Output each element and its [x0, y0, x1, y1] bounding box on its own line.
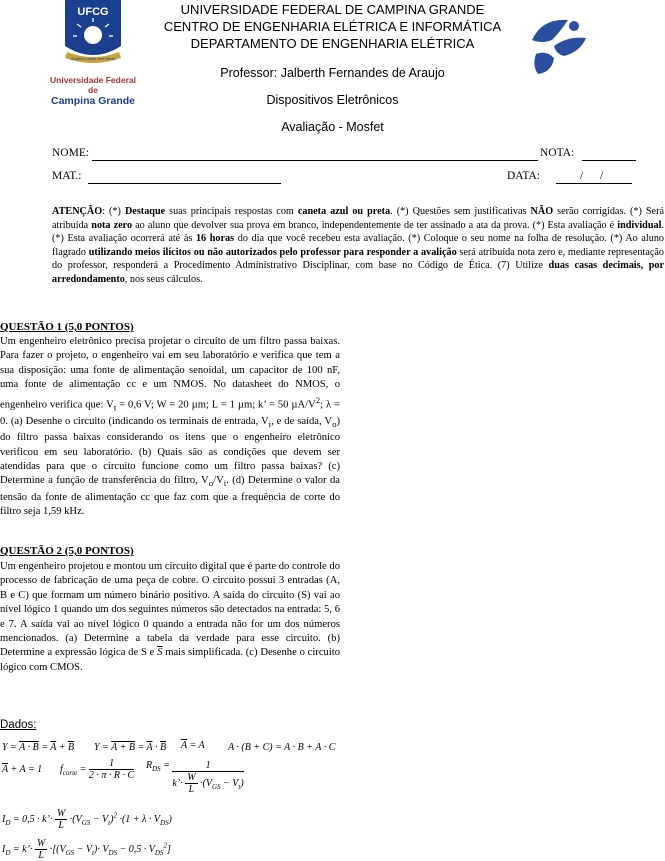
university-name: UNIVERSIDADE FEDERAL DE CAMPINA GRANDE — [180, 2, 485, 17]
eq-rds: $R_{DS}$ = 1 k’· $\frac{W}{L}$ $\cdot(V_{GS} - V_t)$ — [146, 760, 244, 796]
question-1-title: QUESTÃO 1 (5,0 PONTOS) — [0, 321, 134, 333]
q1-sub: i — [268, 418, 272, 429]
question-2-title: QUESTÃO 2 (5,0 PONTOS) — [0, 545, 134, 557]
q1-sub: o — [208, 478, 214, 489]
attention-text: . (*) Esta avaliação ocorrerá até às — [52, 219, 664, 245]
q1-sup: 2 — [315, 394, 321, 405]
w-label: W — [56, 808, 66, 819]
attention-bold: nota zero — [91, 219, 133, 231]
eq-distributive: A · (B + C) = A · B + A · C — [228, 742, 336, 753]
rds-label: R — [146, 760, 153, 771]
date-sep-1: / — [580, 170, 584, 182]
eq-complement: $\overline{A} + A = 1$ — [2, 764, 43, 775]
name-label: NOME: — [52, 147, 90, 159]
svg-text:Superar Limites Sem Medo: Superar Limites Sem Medo — [71, 57, 115, 61]
q1-text: /V — [213, 475, 224, 487]
q1-sub: t — [113, 402, 117, 413]
rds-num: 1 — [172, 760, 243, 772]
attention-text: ao aluno que devolver sua prova em branco, independentemente de ter assinado a ata da prova. (*) Esta avaliação é — [132, 219, 618, 231]
l-label: L — [58, 820, 64, 831]
attention-bold: utilizando meios ilícitos ou não autorizados pelo professor para responder a avalição — [88, 246, 457, 258]
date-label: DATA: — [507, 170, 540, 182]
date-sep-2: / — [600, 170, 604, 182]
q1-text: = 0,6 V; W = 20 µm; L = 1 µm; k’ = 50 µA/V — [116, 399, 316, 411]
attention-paragraph — [52, 205, 664, 287]
fc-den: 2 · π · R · C — [88, 770, 135, 781]
fc-sub: corte — [62, 768, 78, 777]
attention-bold: Destaque — [124, 206, 166, 217]
attention-bold: individual — [617, 219, 662, 231]
q1-sub: o — [332, 418, 337, 429]
q1-text: ; λ = 0. (a) Desenhe o circuito (indicando os terminais de entrada, V — [0, 399, 340, 427]
q1-text: . (d) Determine o valor da tensão da fonte de alimentação cc que faz com que a frequência de corte do filtro seja 1,59 kHz. — [0, 475, 341, 518]
professor-name: Professor: Jalberth Fernandes de Araujo — [220, 66, 445, 80]
svg-text:UFCG: UFCG — [77, 6, 109, 18]
question-2-body — [0, 560, 340, 675]
course-name: Dispositivos Eletrônicos — [266, 93, 399, 107]
grade-field[interactable] — [582, 160, 636, 161]
grade-label: NOTA: — [540, 147, 575, 159]
name-field[interactable] — [92, 160, 538, 161]
data-title: Dados: — [0, 719, 37, 731]
l-label: L — [38, 850, 44, 861]
attention-text: . (*) Questões sem justificativas — [390, 206, 531, 217]
eq-id-saturation: $I_D = 0,5$ · k’· $\frac{W}{L}$ $\cdot(V_{GS} - V_t)^2 \cdot(1 + \lambda \cdot V_{DS})$ — [2, 808, 172, 831]
ufcg-caption-line1: Universidade Federal de — [50, 75, 136, 95]
attention-text: suas principais respostas com — [165, 206, 298, 217]
attention-label: ATENÇÃO — [52, 206, 103, 217]
attention-text: , nos seus cálculos. — [124, 273, 203, 285]
attention-bold: 16 horas — [195, 233, 235, 245]
attention-text: do dia que você recebeu esta avaliação. (*) Coloque o seu nome na folha de resolução. (*) Ao aluno flagrado — [52, 233, 665, 258]
eq-id-triode: $I_D$ = k’· $\frac{W}{L}$ $\cdot[(V_{GS} - V_t)\cdot V_{DS} - 0,5 \cdot V_{DS}^2]$ — [2, 838, 171, 861]
fc-fraction — [89, 758, 134, 781]
rds-fraction: 1 k’· $\frac{W}{L}$ $\cdot(V_{GS} - V_t)$ — [172, 760, 244, 796]
q2-text: mais simplificada. (c) Desenhe o circuito lógico com CMOS. — [0, 647, 341, 673]
eq-double-negation: A = A — [181, 740, 205, 751]
q1-text: , e de saída, V — [271, 415, 333, 427]
attention-text: será atribuída nota zero e, mediante representação do professor, responderá a Procedimento Administrativo Disciplinar, com base no Código de Ética. (7) Utilize — [52, 246, 664, 272]
mat-field[interactable] — [88, 183, 281, 184]
q2-s-bar: $\overline{S}$ — [157, 647, 163, 659]
question-1-body — [0, 335, 340, 520]
fc-label: f — [60, 763, 63, 775]
q1-sub: i — [223, 478, 227, 489]
attention-bold: caneta azul ou preta — [297, 206, 391, 217]
fc-num: 1 — [89, 758, 134, 770]
mat-label: MAT.: — [52, 170, 82, 182]
q1-text: Um engenheiro eletrônico precisa projetar o circuito de um filtro passa baixas. Para fazer o projeto, o engenheiro vai em seu laboratório e verifica que tem a sua disposição: uma fonte de alimentação senoidal, um capacitor de 100 nF, uma fonte de alimentação cc e um NMOS. No datasheet do NMOS, o engenheiro verifica que: V — [0, 336, 340, 411]
rds-sub: DS — [152, 765, 161, 773]
attention-bold: duas casas decimais, por arredondamento — [52, 260, 664, 285]
w-label: W — [36, 838, 46, 849]
attention-bold: NÃO — [530, 206, 554, 217]
eq-demorgan-1: $Y = A \cdot B = \overline{A} + \overline{B}$ — [2, 742, 75, 753]
q2-text: Um engenheiro projetou e montou um circuito digital que é parte do controle do processo de fabricação de uma peça de cobre. O circuito possui 3 entradas (A, B e C) que formam um número binário positivo. A saída do circuito (S) vai ao nível lógico 1 quando um dos seguintes números são detectados na entrada: 5, 6 e 7. A saída vai ao nível lógico 0 quando a entrada não for um dos números mencionados. (a) Determine a tabela da verdade para esse circuito. (b) Determine a expressão lógica de S e — [0, 561, 340, 659]
q1-text: ) do filtro passa baixas considerando os itens que o engenheiro eletrônico verificou em seu laboratório. (b) Quais são as condições que devem ser atendidas para que o circuito funcione como um filtro passa baixas? (c) Determine a função de transferência do filtro, V — [0, 415, 341, 487]
attention-text: serão corrigidas. (*) Será atribuída — [52, 206, 664, 231]
attention-text: : (*) — [102, 206, 125, 217]
center-name: CENTRO DE ENGENHARIA ELÉTRICA E INFORMÁTICA — [163, 19, 502, 34]
ufcg-caption-line2: Campina Grande — [50, 95, 136, 107]
eq-demorgan-2: $Y = A + B = \overline{A} \cdot \overline{B}$ — [94, 742, 167, 753]
department-name: DEPARTAMENTO DE ENGENHARIA ELÉTRICA — [190, 36, 475, 51]
eq-cutoff-frequency: $f_{corte}$ = $\frac{1}{2 \cdot \pi \cdot R \cdot C}$ — [60, 758, 135, 781]
exam-title: Avaliação - Mosfet — [281, 120, 384, 134]
